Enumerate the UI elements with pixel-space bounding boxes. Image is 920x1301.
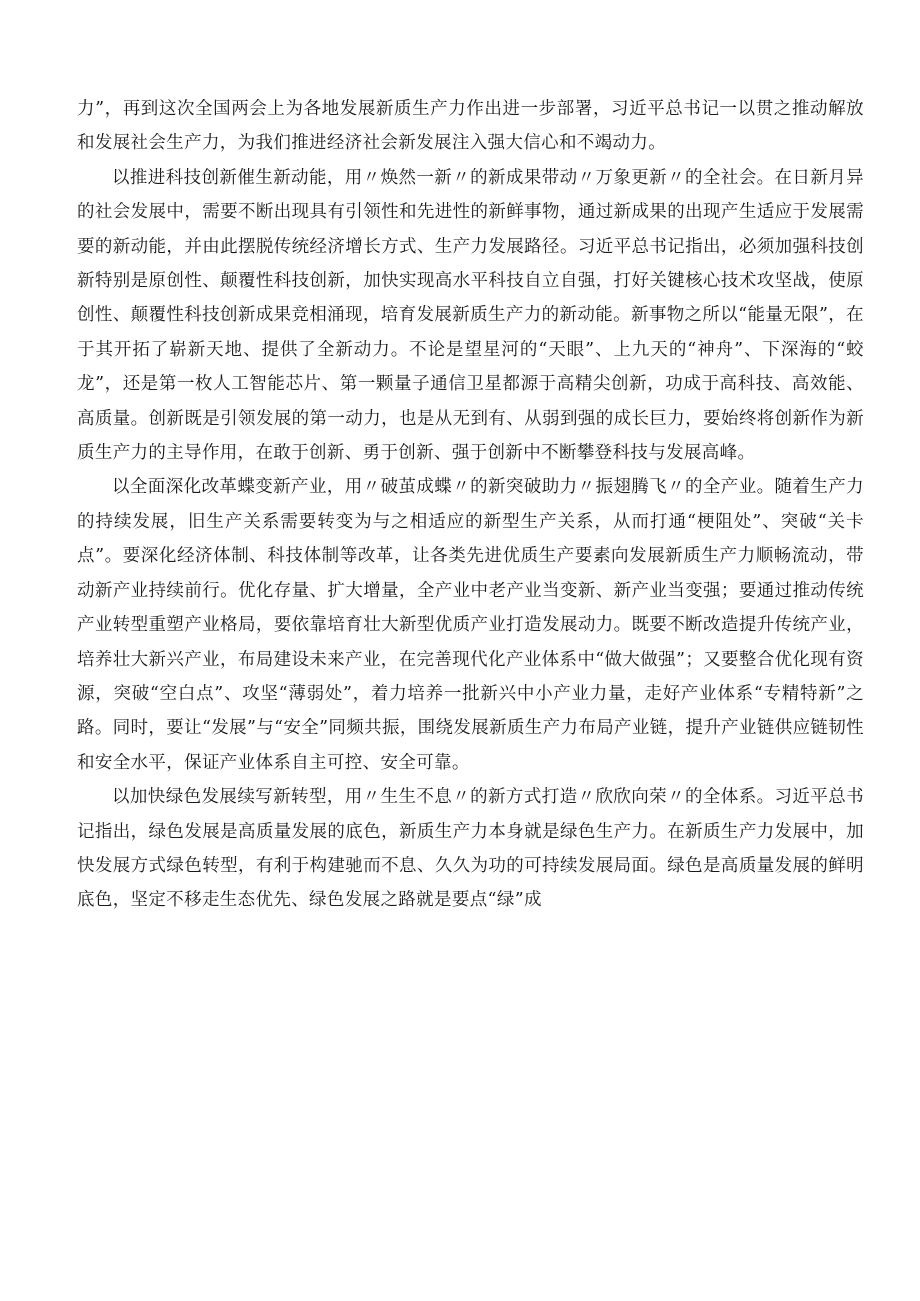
paragraph-continuation: 力”，再到这次全国两会上为各地发展新质生产力作出进一步部署，习近平总书记一以贯之推动解放和发展社会生产力，为我们推进经济社会新发展注入强大信心和不竭动力。 <box>77 99 864 154</box>
paragraph-green-development: 以加快绿色发展续写新转型，用〃生生不息〃的新方式打造〃欣欣向荣〃的全体系。习近平总书记指出，绿色发展是高质量发展的底色，新质生产力本身就是绿色生产力。在新质生产力发展中，加快发展方式绿色转型，有利于构建驰而不息、久久为功的可持续发展局面。绿色是高质量发展的鲜明底色，坚定不移走生态优先、绿色发展之路就是要点“绿”成 <box>77 787 864 911</box>
paragraph-reform-industry: 以全面深化改革蝶变新产业，用〃破茧成蝶〃的新突破助力〃振翅腾飞〃的全产业。随着生产力的持续发展，旧生产关系需要转变为与之相适应的新型生产关系，从而打通“梗阻处”、突破“关卡点”。要深化经济体制、科技体制等改革，让各类先进优质生产要素向发展新质生产力顺畅流动，带动新产业持续前行。优化存量、扩大增量，全产业中老产业当变新、新产业当变强；要通过推动传统产业转型重塑产业格局，要依靠培育壮大新型优质产业打造发展动力。既要不断改造提升传统产业，培养壮大新兴产业，布局建设未来产业，在完善现代化产业体系中“做大做强”；又要整合优化现有资源，突破“空白点”、攻坚“薄弱处”，着力培养一批新兴中小产业力量，走好产业体系“专精特新”之路。同时，要让“发展”与“安全”同频共振，围绕发展新质生产力布局产业链，提升产业链供应链韧性和安全水平，保证产业体系自主可控、安全可靠。 <box>77 477 864 773</box>
document-body <box>77 92 864 918</box>
paragraph-tech-innovation: 以推进科技创新催生新动能，用〃焕然一新〃的新成果带动〃万象更新〃的全社会。在日新月异的社会发展中，需要不断出现具有引领性和先进性的新鲜事物，通过新成果的出现产生适应于发展需要的新动能，并由此摆脱传统经济增长方式、生产力发展路径。习近平总书记指出，必须加强科技创新特别是原创性、颠覆性科技创新，加快实现高水平科技自立自强，打好关键核心技术攻坚战，使原创性、颠覆性科技创新成果竞相涌现，培育发展新质生产力的新动能。新事物之所以“能量无限”，在于其开拓了崭新天地、提供了全新动力。不论是望星河的“天眼”、上九天的“神舟”、下深海的“蛟龙”，还是第一枚人工智能芯片、第一颗量子通信卫星都源于高精尖创新，功成于高科技、高效能、高质量。创新既是引领发展的第一动力，也是从无到有、从弱到强的成长巨力，要始终将创新作为新质生产力的主导作用，在敢于创新、勇于创新、强于创新中不断攀登科技与发展高峰。 <box>77 167 864 464</box>
